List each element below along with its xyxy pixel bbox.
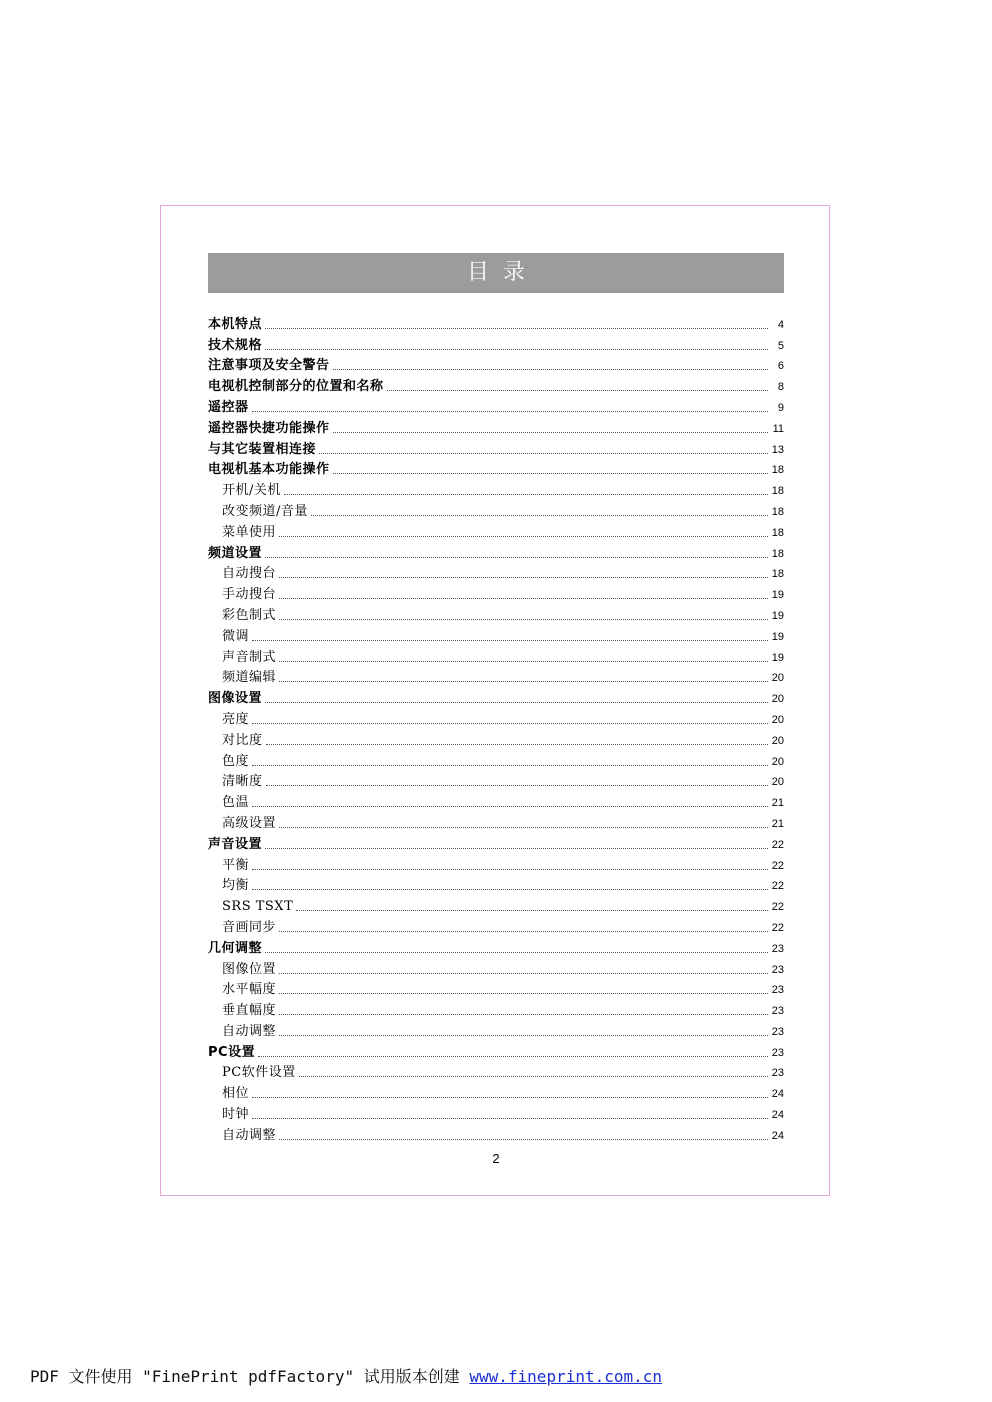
toc-entry-label: 垂直幅度 — [222, 1003, 277, 1019]
toc-dot-leader — [284, 494, 768, 495]
toc-dot-leader — [279, 1035, 768, 1036]
toc-entry[interactable] — [208, 582, 784, 603]
toc-entry-page: 18 — [771, 526, 784, 539]
toc-entry-label: 几何调整 — [208, 940, 263, 956]
toc-entry-label: 频道设置 — [208, 545, 263, 561]
toc-entry-label: 菜单使用 — [222, 524, 277, 540]
toc-entry[interactable] — [208, 1061, 784, 1082]
toc-entry-page: 23 — [771, 942, 784, 955]
toc-dot-leader — [266, 785, 768, 786]
toc-entry[interactable] — [208, 645, 784, 666]
toc-title: 目录 — [208, 253, 784, 293]
toc-entry-page: 22 — [771, 859, 784, 872]
toc-dot-leader — [265, 702, 768, 703]
toc-entry[interactable] — [208, 520, 784, 541]
toc-entry[interactable] — [208, 728, 784, 749]
toc-entry-page: 23 — [771, 963, 784, 976]
toc-entry-page: 21 — [771, 797, 784, 810]
toc-entry-label: 清晰度 — [222, 774, 263, 790]
toc-entry-page: 23 — [771, 984, 784, 997]
toc-dot-leader — [279, 577, 768, 578]
toc-entry-label: 微调 — [222, 628, 250, 644]
toc-entry-page: 9 — [777, 401, 784, 414]
toc-entry-page: 20 — [771, 713, 784, 726]
toc-dot-leader — [279, 1014, 768, 1015]
toc-entry[interactable] — [208, 998, 784, 1019]
toc-entry-page: 22 — [771, 838, 784, 851]
toc-entry-label: 手动搜台 — [222, 587, 277, 603]
toc-entry[interactable] — [208, 1040, 784, 1061]
toc-dot-leader — [265, 557, 768, 558]
toc-entry[interactable] — [208, 749, 784, 770]
toc-entry[interactable] — [208, 686, 784, 707]
toc-entry[interactable] — [208, 1019, 784, 1040]
toc-dot-leader — [265, 848, 768, 849]
toc-dot-leader — [279, 619, 768, 620]
toc-entry-page: 18 — [771, 505, 784, 518]
toc-entry-page: 22 — [771, 880, 784, 893]
toc-entry-page: 21 — [771, 817, 784, 830]
toc-entry-label: 图像设置 — [208, 691, 263, 707]
toc-entry-page: 22 — [771, 901, 784, 914]
toc-dot-leader — [252, 765, 768, 766]
toc-entry-label: 开机/关机 — [222, 483, 281, 499]
toc-entry-page: 6 — [777, 360, 784, 373]
toc-dot-leader — [279, 661, 768, 662]
toc-entry-page: 19 — [771, 651, 784, 664]
toc-entry-page: 19 — [771, 630, 784, 643]
toc-entry-label: 声音制式 — [222, 649, 277, 665]
toc-dot-leader — [333, 473, 768, 474]
toc-entry[interactable] — [208, 978, 784, 999]
toc-entry[interactable] — [208, 790, 784, 811]
toc-dot-leader — [311, 515, 768, 516]
toc-dot-leader — [252, 1118, 768, 1119]
toc-entry-label: 遥控器 — [208, 399, 249, 415]
toc-dot-leader — [299, 1076, 768, 1077]
toc-entry[interactable] — [208, 811, 784, 832]
toc-dot-leader — [252, 723, 768, 724]
toc-entry-label: 技术规格 — [208, 337, 263, 353]
toc-dot-leader — [252, 889, 768, 890]
toc-entry-page: 23 — [771, 1005, 784, 1018]
toc-entry-page: 23 — [771, 1046, 784, 1059]
toc-entry-page: 20 — [771, 693, 784, 706]
toc-dot-leader — [266, 744, 768, 745]
toc-entry-page: 18 — [771, 547, 784, 560]
page-number: 2 — [492, 1151, 500, 1166]
toc-entry-label: 本机特点 — [208, 316, 263, 332]
toc-entry[interactable] — [208, 832, 784, 853]
toc-entry-page: 19 — [771, 609, 784, 622]
toc-list — [208, 312, 784, 1144]
toc-entry[interactable] — [208, 770, 784, 791]
toc-entry-label: 时钟 — [222, 1107, 250, 1123]
toc-dot-leader — [252, 869, 768, 870]
toc-entry-page: 5 — [777, 339, 784, 352]
toc-entry[interactable] — [208, 624, 784, 645]
toc-entry[interactable] — [208, 312, 784, 333]
toc-entry-page: 24 — [771, 1109, 784, 1122]
toc-entry-label: 水平幅度 — [222, 982, 277, 998]
toc-entry-label: 对比度 — [222, 732, 263, 748]
toc-dot-leader — [252, 806, 768, 807]
toc-entry[interactable] — [208, 437, 784, 458]
toc-entry-label: 声音设置 — [208, 836, 263, 852]
toc-entry-label: 色温 — [222, 795, 250, 811]
toc-dot-leader — [279, 827, 768, 828]
toc-entry[interactable] — [208, 1081, 784, 1102]
toc-entry-page: 23 — [771, 1067, 784, 1080]
toc-entry-label: 自动调整 — [222, 1023, 277, 1039]
toc-dot-leader — [279, 536, 768, 537]
toc-dot-leader — [387, 390, 768, 391]
toc-entry-page: 23 — [771, 1025, 784, 1038]
toc-dot-leader — [252, 1097, 768, 1098]
toc-entry-label: 色度 — [222, 753, 250, 769]
toc-entry[interactable] — [208, 957, 784, 978]
toc-entry-label: 平衡 — [222, 857, 250, 873]
toc-entry-label: PC设置 — [208, 1044, 256, 1060]
toc-entry[interactable] — [208, 478, 784, 499]
toc-entry[interactable] — [208, 853, 784, 874]
toc-dot-leader — [279, 931, 768, 932]
toc-entry-page: 18 — [771, 568, 784, 581]
toc-entry-page: 20 — [771, 672, 784, 685]
toc-entry-label: PC软件设置 — [222, 1065, 296, 1081]
toc-entry-page: 4 — [777, 318, 784, 331]
toc-entry[interactable] — [208, 1102, 784, 1123]
toc-entry[interactable] — [208, 333, 784, 354]
toc-entry-label: SRS TSXT — [222, 899, 294, 915]
toc-entry-label: 高级设置 — [222, 815, 277, 831]
toc-entry-page: 20 — [771, 734, 784, 747]
toc-dot-leader — [279, 1139, 768, 1140]
toc-entry-page: 18 — [771, 485, 784, 498]
toc-entry[interactable] — [208, 354, 784, 375]
toc-entry-label: 自动调整 — [222, 1127, 277, 1143]
toc-entry-label: 频道编辑 — [222, 670, 277, 686]
toc-entry-label: 彩色制式 — [222, 607, 277, 623]
toc-dot-leader — [265, 328, 768, 329]
toc-dot-leader — [265, 349, 768, 350]
toc-dot-leader — [333, 369, 768, 370]
footer-text: PDF 文件使用 "FinePrint pdfFactory" 试用版本创建 — [30, 1367, 460, 1386]
footer-link[interactable]: www.fineprint.com.cn — [469, 1367, 663, 1386]
toc-entry[interactable] — [208, 374, 784, 395]
toc-entry[interactable] — [208, 666, 784, 687]
toc-entry[interactable] — [208, 707, 784, 728]
toc-dot-leader — [279, 993, 768, 994]
toc-dot-leader — [279, 598, 768, 599]
toc-dot-leader — [265, 952, 768, 953]
toc-entry[interactable] — [208, 562, 784, 583]
toc-entry-page: 19 — [771, 589, 784, 602]
toc-dot-leader — [252, 411, 768, 412]
toc-entry[interactable] — [208, 874, 784, 895]
toc-dot-leader — [252, 640, 768, 641]
toc-entry-label: 注意事项及安全警告 — [208, 358, 330, 374]
toc-dot-leader — [319, 453, 768, 454]
toc-dot-leader — [296, 910, 768, 911]
toc-entry-page: 11 — [772, 422, 784, 435]
toc-entry[interactable] — [208, 458, 784, 479]
toc-entry-page: 20 — [771, 776, 784, 789]
toc-entry[interactable] — [208, 1123, 784, 1144]
toc-entry-page: 24 — [771, 1088, 784, 1101]
toc-entry-label: 相位 — [222, 1086, 250, 1102]
toc-entry-label: 改变频道/音量 — [222, 503, 308, 519]
toc-entry[interactable] — [208, 395, 784, 416]
toc-entry-label: 遥控器快捷功能操作 — [208, 420, 330, 436]
toc-entry-label: 电视机基本功能操作 — [208, 462, 330, 478]
toc-entry[interactable] — [208, 915, 784, 936]
toc-entry[interactable] — [208, 936, 784, 957]
toc-entry-page: 20 — [771, 755, 784, 768]
toc-entry[interactable] — [208, 603, 784, 624]
toc-entry-page: 18 — [771, 464, 784, 477]
toc-dot-leader — [258, 1056, 768, 1057]
toc-entry-page: 24 — [771, 1129, 784, 1142]
footer — [30, 1364, 662, 1387]
toc-entry-label: 电视机控制部分的位置和名称 — [208, 379, 384, 395]
toc-entry-page: 13 — [771, 443, 784, 456]
toc-entry-page: 22 — [771, 921, 784, 934]
toc-entry-label: 自动搜台 — [222, 566, 277, 582]
toc-entry-label: 与其它装置相连接 — [208, 441, 317, 457]
toc-entry[interactable] — [208, 416, 784, 437]
toc-dot-leader — [279, 973, 768, 974]
toc-entry[interactable] — [208, 541, 784, 562]
toc-entry[interactable] — [208, 894, 784, 915]
toc-dot-leader — [279, 681, 768, 682]
toc-entry-label: 亮度 — [222, 711, 250, 727]
toc-dot-leader — [333, 432, 768, 433]
toc-entry-label: 音画同步 — [222, 919, 277, 935]
toc-entry-page: 8 — [777, 381, 784, 394]
toc-entry-label: 图像位置 — [222, 961, 277, 977]
toc-entry-label: 均衡 — [222, 878, 250, 894]
toc-entry[interactable] — [208, 499, 784, 520]
